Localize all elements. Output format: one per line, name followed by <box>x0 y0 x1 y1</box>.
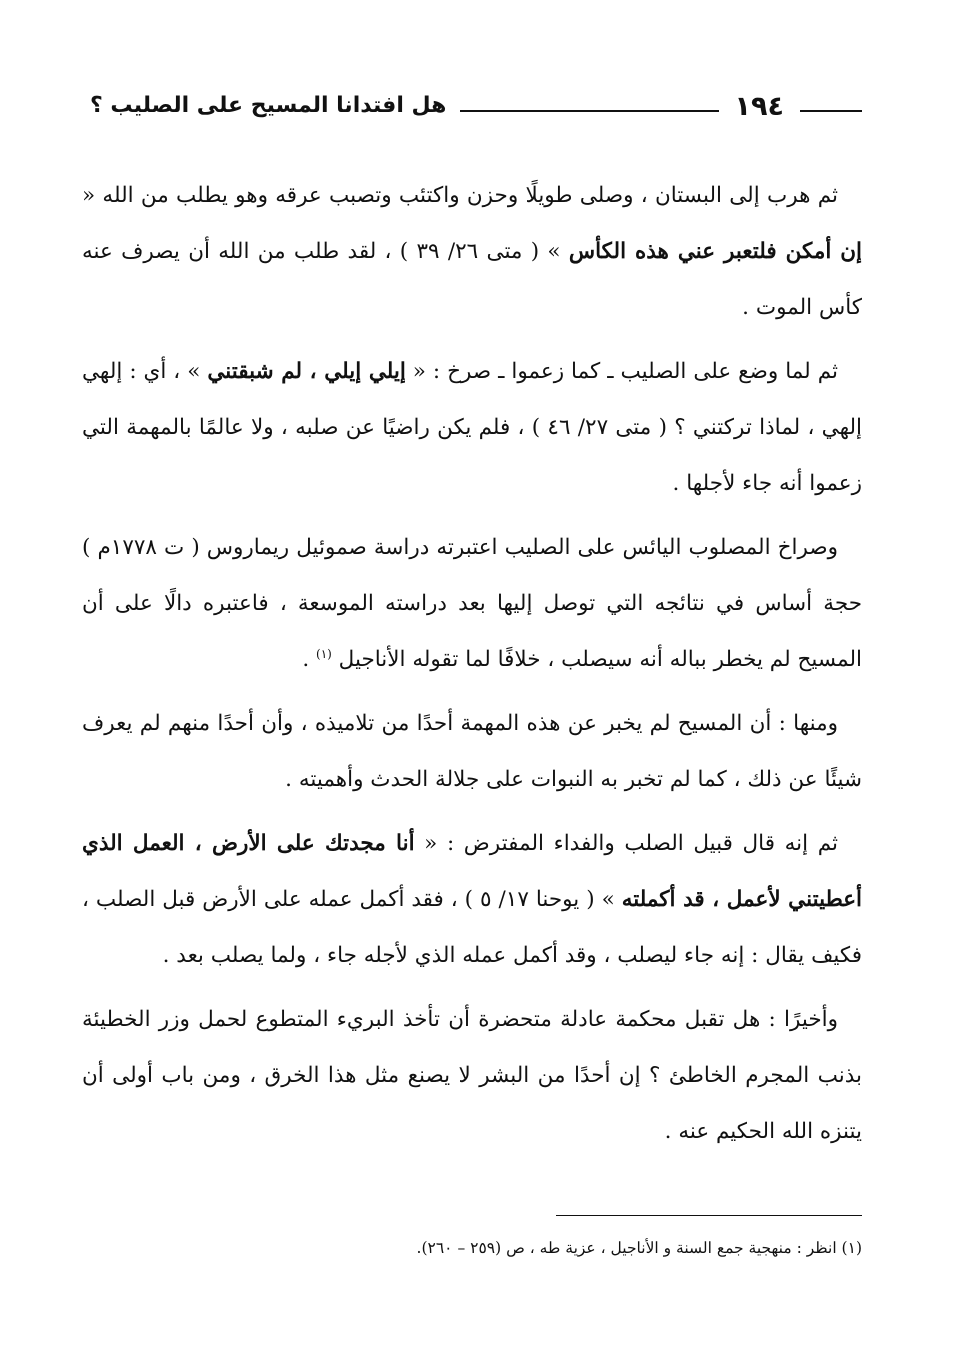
footnote: (١) انظر : منهجية جمع السنة و الأناجيل ، عزية طه ، ص (٢٥٩ – ٢٦٠). <box>416 1239 862 1257</box>
paragraph-text: وصراخ المصلوب اليائس على الصليب اعتبرته دراسة صموئيل ريماروس ( ت ١٧٧٨م ) حجة أساس في نتائجه التي توصل إليها بعد دراسته الموسعة ، فاعتبره دالًا على أن المسيح لم يخطر بباله أنه سيصلب ، خلافًا لما تقوله الأناجيل <box>82 535 862 672</box>
footnote-divider <box>556 1215 862 1216</box>
page-header <box>90 86 862 126</box>
body-text <box>82 168 862 1168</box>
paragraph-6 <box>82 992 862 1160</box>
paragraph-3 <box>82 520 862 688</box>
page-number: ١٩٤ <box>734 90 784 122</box>
quoted-text: أنا مجدتك على الأرض ، العمل الذي أعطيتني لأعمل ، قد أكملته <box>82 831 863 912</box>
paragraph-text: وأخيرًا : هل تقبل محكمة عادلة متحضرة أن تأخذ البريء المتطوع لحمل وزر الخطيئة بذنب المجرم الخاطئ ؟ إن أحدًا من البشر لا يصنع مثل هذا الخرق ، ومن باب أولى أن يتنزه الله الحكيم عنه . <box>82 1007 862 1144</box>
paragraph-5 <box>82 816 862 984</box>
header-rule-short <box>800 110 862 112</box>
paragraph-text: » ( يوحنا ١٧/ ٥ ) ، فقد أكمل عمله على الأرض قبل الصلب ، فكيف يقال : إنه جاء ليصلب ، وقد أكمل عمله الذي لأجله جاء ، ولما يصلب بعد . <box>82 887 862 968</box>
running-title: هل افتدانا المسيح على الصليب ؟ <box>90 93 447 118</box>
paragraph-text: » ( متى ٢٦/ ٣٩ ) ، لقد طلب من الله أن يصرف عنه كأس الموت . <box>82 239 862 320</box>
paragraph-text: . <box>302 647 316 672</box>
paragraph-text: » ، أي : إلهي إلهي ، لماذا تركتني ؟ ( متى ٢٧/ ٤٦ ) ، فلم يكن راضيًا عن صلبه ، ولا عالمًا بالمهمة التي زعموا أنه جاء لأجلها . <box>82 359 863 496</box>
quoted-text: إن أمكن فلتعبر عني هذه الكأس <box>568 239 863 264</box>
paragraph-text: ثم هرب إلى البستان ، وصلى طويلًا وحزن واكتئب وتصبب عرقه وهو يطلب من الله « <box>82 183 838 208</box>
paragraph-text: ثم لما وضع على الصليب ـ كما زعموا ـ صرخ : « <box>405 359 838 384</box>
paragraph-1 <box>82 168 862 336</box>
paragraph-text: ثم إنه قال قبيل الصلب والفداء المفترض : « <box>414 831 838 856</box>
paragraph-text: ومنها : أن المسيح لم يخبر عن هذه المهمة أحدًا من تلاميذه ، وأن أحدًا منهم لم يعرف شيئًا عن ذلك ، كما لم تخبر به النبوات على جلالة الحدث وأهميته . <box>82 711 862 792</box>
paragraph-4 <box>82 696 862 808</box>
header-rule-long <box>460 110 718 112</box>
quoted-text: إيلي إيلي ، لم شبقتني <box>207 359 406 384</box>
paragraph-2 <box>82 344 862 512</box>
footnote-marker: (١) <box>316 646 332 661</box>
